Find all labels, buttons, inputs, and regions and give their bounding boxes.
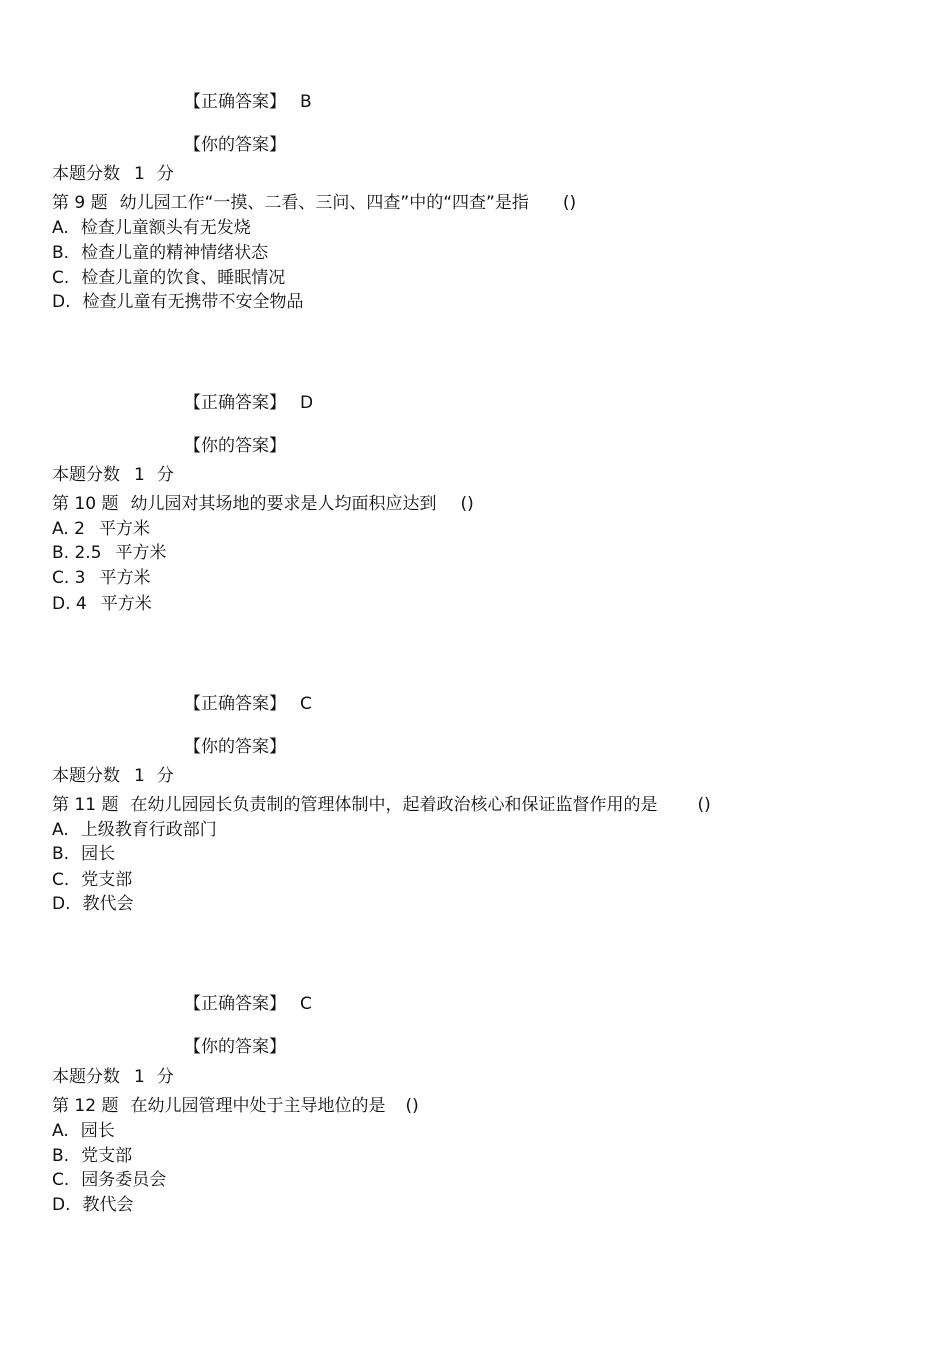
your-answer-label: 【你的答案】 [184, 436, 286, 456]
answer-paren: () [562, 193, 577, 213]
score-row [52, 163, 174, 185]
option-text: 检查儿童有无携带不安全物品 [82, 292, 304, 312]
score-row [52, 765, 174, 787]
option-letter: D. [52, 292, 71, 312]
question-row [52, 192, 576, 214]
option-text: 党支部 [81, 870, 133, 890]
option-row [52, 242, 268, 264]
option-letter: D. 4 [52, 594, 87, 614]
your-answer-label: 【你的答案】 [184, 737, 286, 757]
correct-answer-value: C [300, 694, 312, 714]
option-text: 检查儿童额头有无发烧 [80, 218, 251, 238]
score-unit: 分 [156, 164, 174, 184]
option-text: 教代会 [82, 1195, 134, 1215]
question-number: 第 10 题 [52, 494, 119, 514]
option-row [52, 593, 152, 615]
option-row [52, 843, 115, 865]
answer-paren: () [460, 494, 474, 514]
option-letter: B. [52, 1146, 70, 1166]
correct-answer-label: 【正确答案】 [184, 92, 286, 112]
option-text: 教代会 [82, 894, 134, 914]
correct-answer-row [184, 392, 313, 414]
option-letter: C. 3 [52, 568, 86, 588]
option-row [52, 1169, 166, 1191]
option-text: 平方米 [98, 519, 150, 539]
option-letter: D. [52, 1195, 71, 1215]
option-letter: A. 2 [52, 519, 85, 539]
option-letter: D. [52, 894, 71, 914]
option-row [52, 1120, 115, 1142]
option-text: 园务委员会 [81, 1170, 167, 1190]
score-value: 1 [134, 465, 145, 485]
score-unit: 分 [156, 465, 174, 485]
your-answer-label: 【你的答案】 [184, 1037, 286, 1057]
correct-answer-label: 【正确答案】 [184, 694, 286, 714]
option-row [52, 518, 150, 540]
question-text: 幼儿园对其场地的要求是人均面积应达到 [130, 494, 437, 514]
option-letter: A. [52, 218, 69, 238]
option-row [52, 1145, 132, 1167]
question-row [52, 1095, 419, 1117]
option-text: 园长 [81, 844, 116, 864]
score-value: 1 [134, 1067, 145, 1087]
score-row [52, 1066, 174, 1088]
option-row [52, 819, 217, 841]
option-text: 检查儿童的精神情绪状态 [81, 243, 269, 263]
answer-paren: () [405, 1096, 419, 1116]
option-text: 平方米 [99, 568, 151, 588]
score-value: 1 [134, 164, 145, 184]
question-number: 第 11 题 [52, 795, 119, 815]
question-row [52, 493, 474, 515]
option-text: 党支部 [81, 1146, 133, 1166]
score-value: 1 [134, 766, 145, 786]
option-letter: C. [52, 1170, 70, 1190]
option-row [52, 291, 304, 313]
correct-answer-label: 【正确答案】 [184, 994, 286, 1014]
option-letter: A. [52, 820, 69, 840]
question-number: 第 9 题 [52, 193, 108, 213]
correct-answer-row [184, 693, 312, 715]
option-row [52, 542, 167, 564]
option-letter: B. 2.5 [52, 543, 102, 563]
option-text: 上级教育行政部门 [80, 820, 217, 840]
option-text: 平方米 [115, 543, 167, 563]
correct-answer-label: 【正确答案】 [184, 393, 286, 413]
question-text: 幼儿园工作“一摸、二看、三问、四查”中的“四查”是指 [119, 193, 529, 213]
option-text: 平方米 [100, 594, 152, 614]
score-label: 本题分数 [52, 1067, 120, 1087]
score-label: 本题分数 [52, 465, 120, 485]
score-label: 本题分数 [52, 766, 120, 786]
option-letter: B. [52, 243, 70, 263]
question-text: 在幼儿园园长负责制的管理体制中，起着政治核心和保证监督作用的是 [130, 795, 658, 815]
score-row [52, 464, 174, 486]
option-row [52, 1194, 134, 1216]
correct-answer-value: B [300, 92, 312, 112]
option-row [52, 567, 151, 589]
score-unit: 分 [156, 1067, 174, 1087]
option-text: 园长 [80, 1121, 115, 1141]
correct-answer-row [184, 91, 312, 113]
option-row [52, 893, 134, 915]
question-text: 在幼儿园管理中处于主导地位的是 [130, 1096, 386, 1116]
your-answer-label: 【你的答案】 [184, 135, 286, 155]
option-letter: C. [52, 870, 70, 890]
question-number: 第 12 题 [52, 1096, 119, 1116]
score-label: 本题分数 [52, 164, 120, 184]
option-row [52, 217, 251, 239]
option-letter: C. [52, 268, 70, 288]
option-letter: A. [52, 1121, 69, 1141]
answer-paren: () [697, 795, 711, 815]
option-text: 检查儿童的饮食、睡眠情况 [81, 268, 286, 288]
question-row [52, 794, 711, 816]
option-row [52, 267, 285, 289]
option-row [52, 869, 132, 891]
correct-answer-row [184, 993, 312, 1015]
correct-answer-value: C [300, 994, 312, 1014]
correct-answer-value: D [300, 393, 314, 413]
score-unit: 分 [156, 766, 174, 786]
option-letter: B. [52, 844, 70, 864]
